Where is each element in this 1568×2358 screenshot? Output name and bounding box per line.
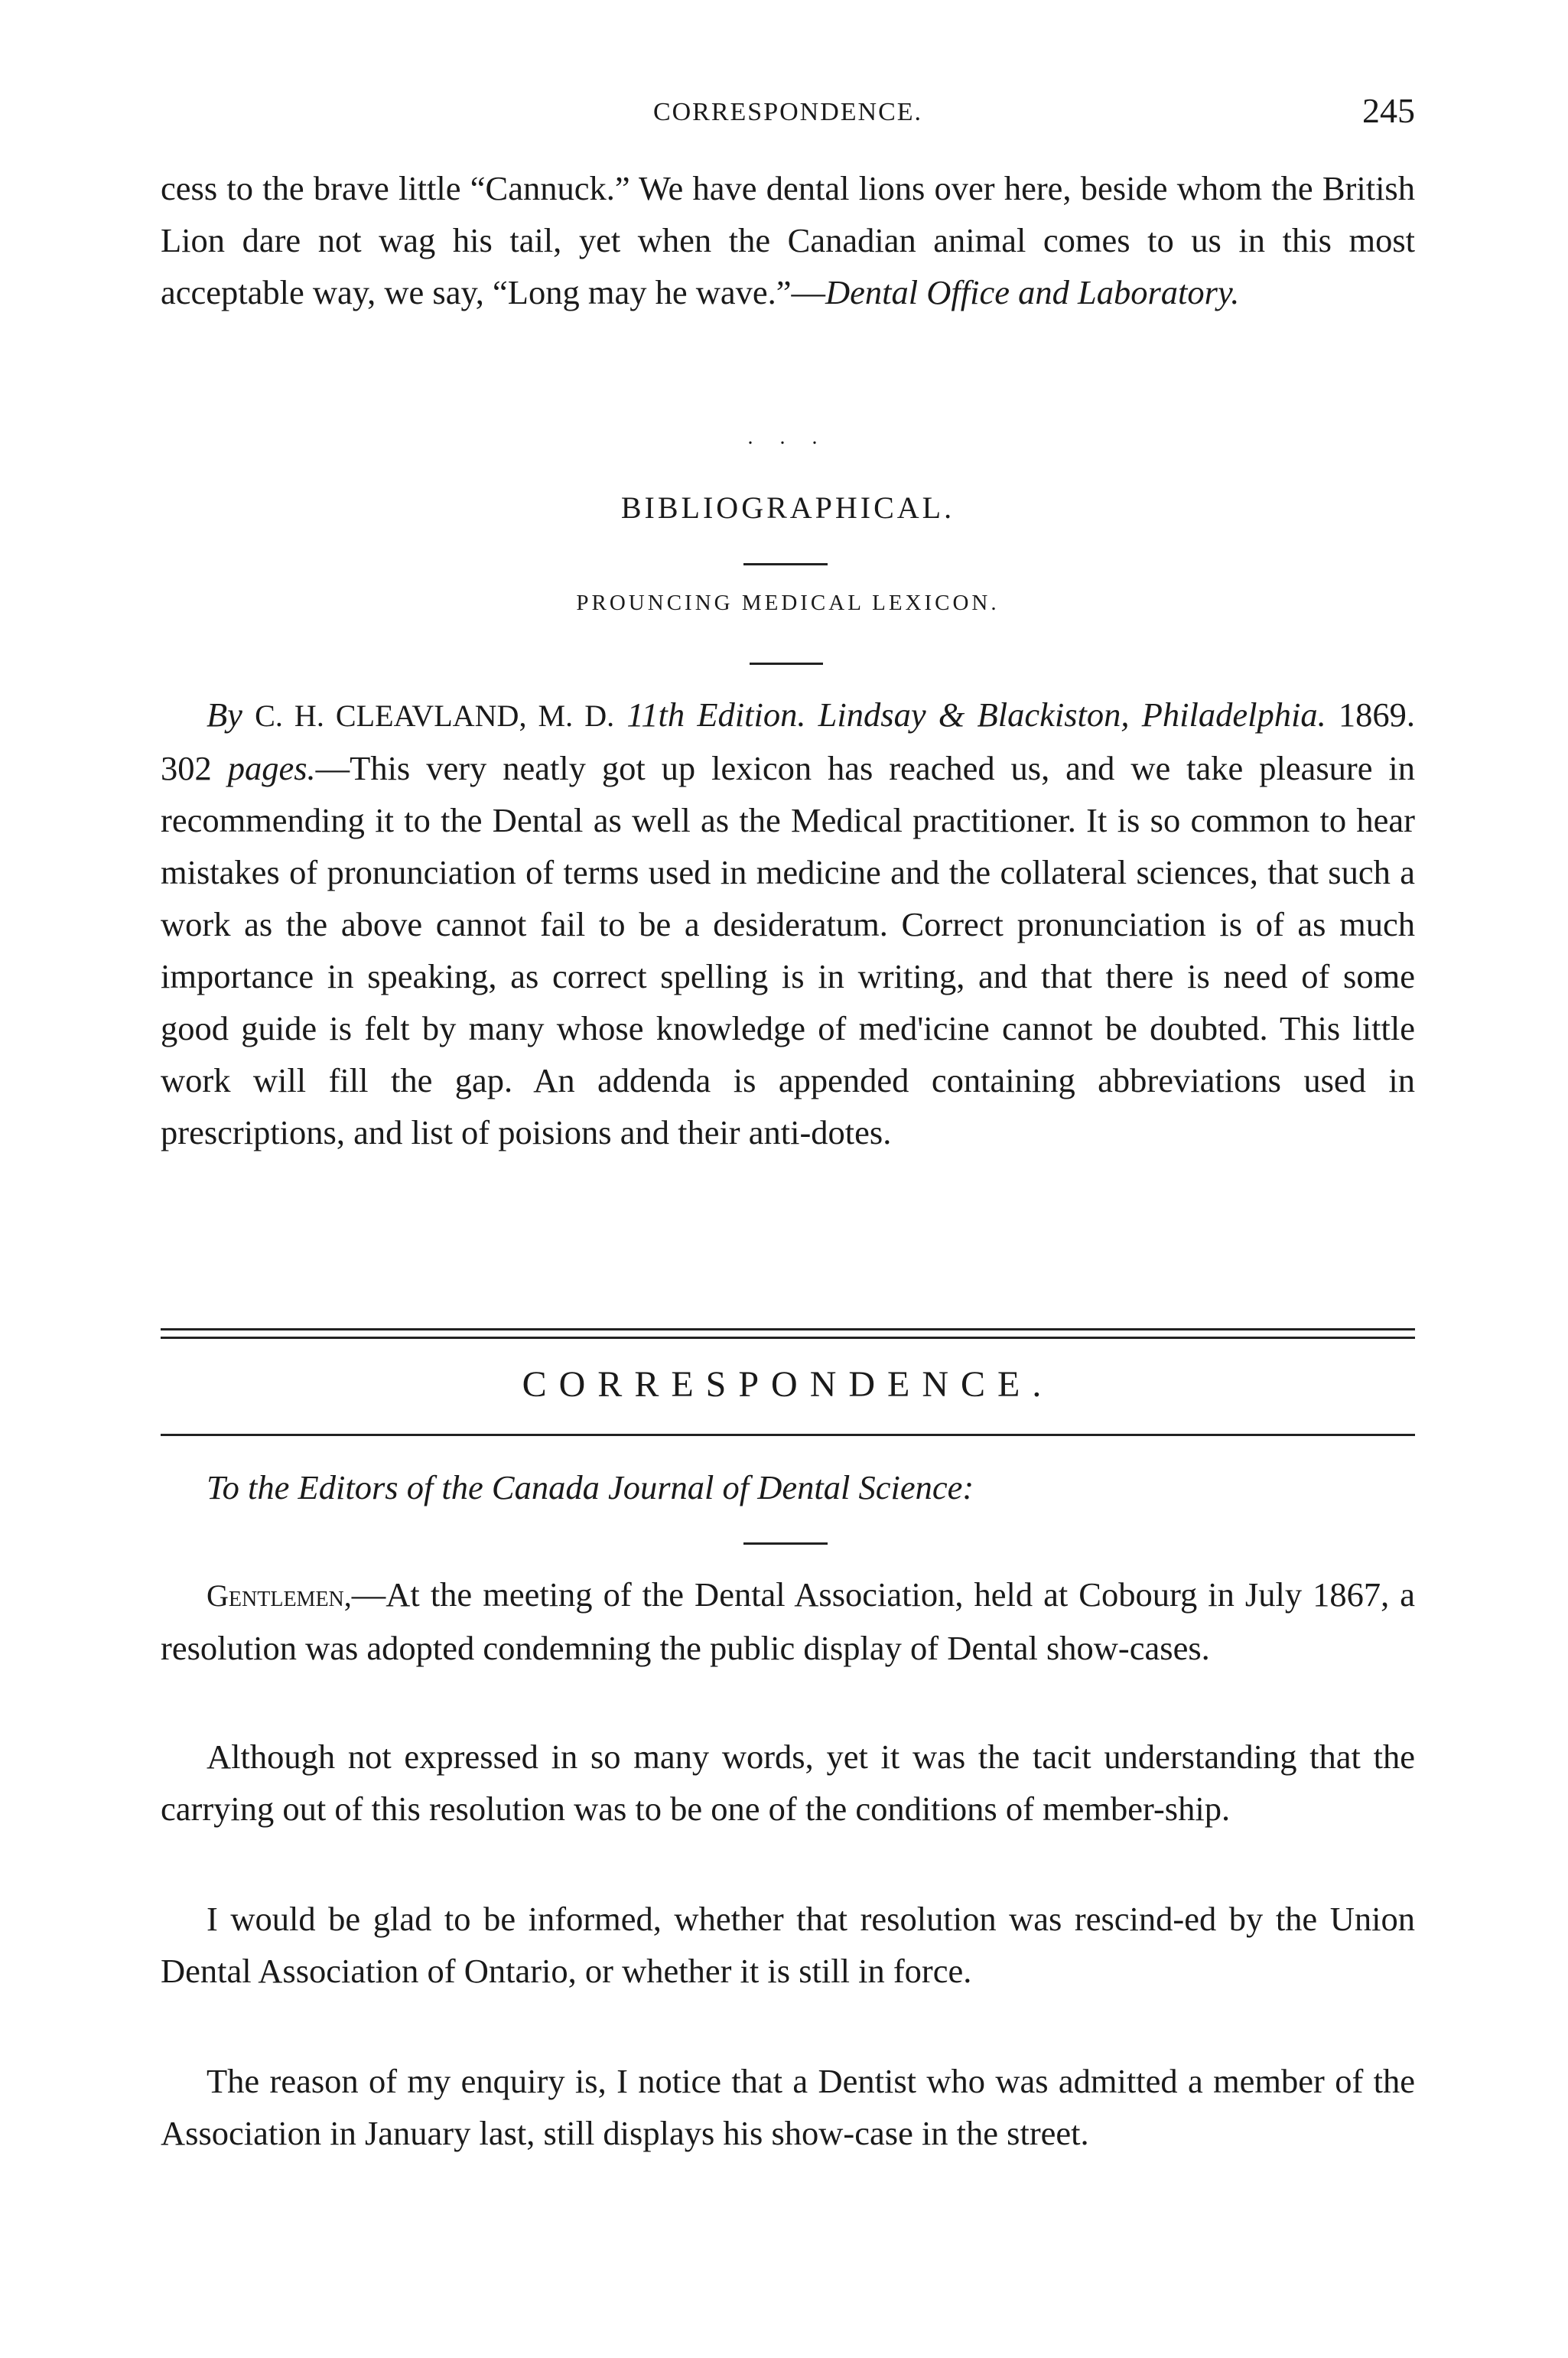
- review-publisher: Lindsay & Blackiston, Philadelphia.: [818, 695, 1326, 734]
- review-pages-count: 302: [161, 749, 212, 787]
- letter-greeting: Gentlemen,: [207, 1578, 352, 1613]
- letter-paragraph: Gentlemen,—At the meeting of the Dental Association, held at Cobourg in July 1867, a resolution was adopted condemning the public display of Dental show-cases.: [161, 1575, 1415, 1667]
- review-year: 1869.: [1338, 695, 1416, 734]
- page-number: 245: [1362, 91, 1415, 130]
- review-pages-word: pages.: [227, 749, 316, 787]
- review-body: —This very neatly got up lexicon has reached us, and we take pleasure in recommending it to the Dental as well as the Medical practitioner. It is so common to hear mistakes of pronunciation of terms used in medicine and the collateral sciences, that such a work as the above cannot fail to be a desideratum. Correct pronunciation is of as much importance in speaking, as correct spelling is in writing, and that there is need of some good guide is felt by many whose knowledge of med'icine cannot be doubted. This little work will fill the gap. An addenda is appended containing abbreviations used in prescriptions, and list of poisions and their anti-dotes.: [161, 749, 1415, 1151]
- continuation-text: cess to the brave little “Cannuck.” We have dental lions over here, beside whom the British Lion dare not wag his tail, yet when the Canadian animal comes to us in this most acceptable way, we say, “Long may he wave.”—: [161, 169, 1415, 311]
- correspondence-heading: CORRESPONDENCE.: [522, 1364, 1054, 1405]
- short-rule: [750, 663, 823, 665]
- separator-dots: . . .: [747, 425, 828, 449]
- letter-paragraph: The reason of my enquiry is, I notice that a Dentist who was admitted a member of the Association in January last, still displays his show-case in the street.: [161, 2062, 1415, 2152]
- salutation: To the Editors of the Canada Journal of Dental Science:: [207, 1468, 974, 1506]
- book-title: PROUNCING MEDICAL LEXICON.: [576, 591, 1000, 615]
- double-rule: [161, 1328, 1415, 1339]
- review-by: By: [207, 695, 242, 734]
- bibliographical-heading: BIBLIOGRAPHICAL.: [620, 490, 955, 525]
- letter-paragraph: Although not expressed in so many words, yet it was the tacit understanding that the carrying out of this resolution was to be one of the conditions of member-ship.: [161, 1738, 1415, 1828]
- running-head: CORRESPONDENCE.: [652, 98, 923, 126]
- letter-paragraph: I would be glad to be informed, whether that resolution was rescind-ed by the Union Dental Association of Ontario, or whether it is still in force.: [161, 1900, 1415, 1990]
- page-header: [161, 90, 1415, 136]
- continuation-paragraph: [161, 162, 1415, 318]
- review-edition: 11th Edition.: [626, 695, 806, 734]
- book-review-paragraph: [161, 689, 1415, 1158]
- document-page: [161, 0, 1415, 2358]
- rule: [161, 1434, 1415, 1436]
- short-rule: [743, 1542, 828, 1545]
- review-author: C. H. CLEAVLAND, M. D.: [255, 699, 615, 733]
- continuation-source: Dental Office and Laboratory.: [825, 273, 1240, 311]
- short-rule: [743, 563, 828, 565]
